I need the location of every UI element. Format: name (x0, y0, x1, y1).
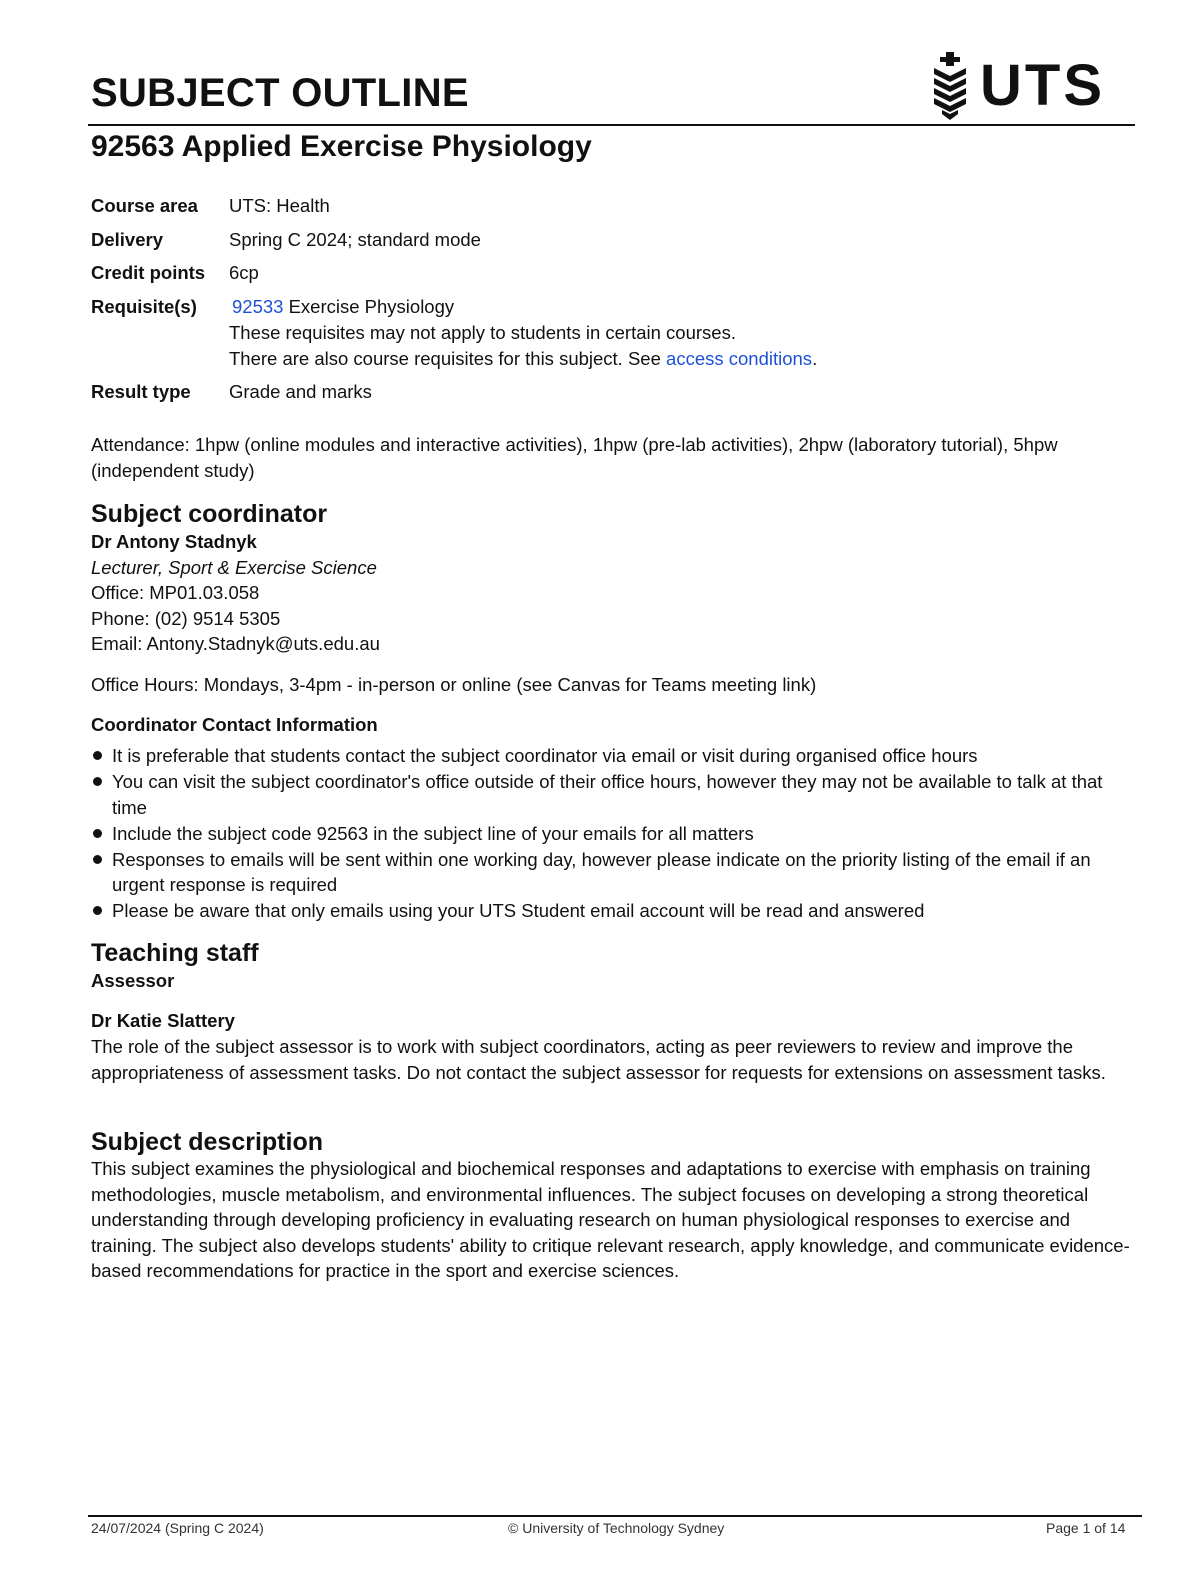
list-item (91, 743, 1131, 769)
coordinator-details (91, 529, 380, 657)
assessor-name: Dr Katie Slattery (91, 1010, 235, 1031)
delivery-row (91, 227, 1131, 253)
requisite-subject-name: Exercise Physiology (283, 295, 455, 317)
coordinator-office: Office: MP01.03.058 (91, 582, 260, 603)
bullet-icon (93, 751, 102, 760)
coordinator-name: Dr Antony Stadnyk (91, 531, 257, 552)
footer-divider (88, 1515, 1142, 1517)
requisites-label: Requisite(s) (91, 295, 197, 317)
delivery-label: Delivery (91, 228, 163, 250)
subject-details (91, 193, 1131, 413)
bullet-text: It is preferable that students contact the subject coordinator via email or visit during organised office hours (112, 745, 978, 766)
subject-description-text: This subject examines the physiological and biochemical responses and adaptations to exercise with emphasis on training methodologies, muscle metabolism, and environmental influences. The subject focuses on developing a strong theoretical understanding through developing proficiency in evaluating research on human physiological responses to exercise and training. The subject also develops students' ability to critique relevant research, apply knowledge, and communicate evidence-based recommendations for practice in the sport and exercise sciences. (91, 1158, 1130, 1281)
footer-date: 24/07/2024 (Spring C 2024) (91, 1520, 264, 1536)
subject-coordinator-heading: Subject coordinator (91, 500, 328, 528)
document-title: SUBJECT OUTLINE (91, 71, 469, 115)
result-type-label: Result type (91, 381, 191, 402)
credit-points-label: Credit points (91, 262, 206, 283)
requisites-row (91, 294, 1131, 372)
list-item (91, 898, 1131, 924)
list-item (91, 821, 1131, 847)
assessor-role: Assessor (91, 970, 175, 991)
contact-info-list (91, 743, 1131, 924)
list-item (91, 769, 1131, 820)
bullet-text: Please be aware that only emails using your UTS Student email account will be read and answered (112, 900, 925, 921)
attendance-text: Attendance: 1hpw (online modules and interactive activities), 1hpw (pre-lab activities), 2hpw (laboratory tutorial), 5hpw (independent study) (91, 434, 1058, 481)
credit-points-value: 6cp (229, 262, 259, 283)
assessor-description: The role of the subject assessor is to work with subject coordinators, acting as peer reviewers to review and improve the appropriateness of assessment tasks. Do not contact the subject assessor for requests for extensions on assessment tasks. (91, 1036, 1106, 1083)
footer-page-number: Page 1 of 14 (1046, 1520, 1126, 1536)
uts-logo-text: UTS (980, 53, 1105, 118)
bullet-text: Include the subject code 92563 in the subject line of your emails for all matters (112, 822, 754, 844)
list-item (91, 847, 1131, 898)
footer-copyright: © University of Technology Sydney (508, 1520, 725, 1536)
result-type-value: Grade and marks (229, 381, 372, 402)
bullet-icon (93, 906, 102, 915)
coordinator-email: Email: Antony.Stadnyk@uts.edu.au (91, 633, 380, 654)
result-type-row (91, 379, 1131, 405)
requisites-note: These requisites may not apply to students in certain courses. (229, 321, 736, 343)
coordinator-title: Lecturer, Sport & Exercise Science (91, 556, 377, 578)
bullet-icon (93, 829, 102, 838)
course-requisites-period: . (812, 347, 818, 369)
course-area-row (91, 193, 1131, 219)
bullet-icon (93, 855, 102, 864)
bullet-text: Responses to emails will be sent within one working day, however please indicate on the priority listing of the email if an urgent response is required (112, 848, 1091, 895)
access-conditions-link[interactable]: access conditions (666, 347, 813, 369)
credit-points-row (91, 260, 1131, 286)
uts-logo (928, 52, 1105, 122)
uts-crest-icon (928, 52, 972, 122)
course-area-label: Course area (91, 195, 198, 216)
requisites-value (229, 294, 1131, 372)
office-hours-text: Office Hours: Mondays, 3-4pm - in-person or online (see Canvas for Teams meeting link) (91, 674, 817, 695)
requisite-subject-link[interactable]: 92533 (232, 295, 284, 317)
bullet-text: You can visit the subject coordinator's office outside of their office hours, however they may not be available to talk at that time (112, 771, 1103, 818)
header-divider (88, 124, 1135, 126)
course-requisites-note (229, 346, 1131, 372)
subject-title: 92563 Applied Exercise Physiology (91, 130, 592, 163)
bullet-icon (93, 777, 102, 786)
contact-info-heading: Coordinator Contact Information (91, 714, 378, 735)
teaching-staff-heading: Teaching staff (91, 939, 259, 967)
course-requisites-text: There are also course requisites for this subject. See (229, 347, 667, 369)
delivery-value: Spring C 2024; standard mode (229, 228, 481, 250)
course-area-value: UTS: Health (229, 195, 330, 216)
subject-description-heading: Subject description (91, 1128, 323, 1156)
coordinator-phone: Phone: (02) 9514 5305 (91, 607, 281, 629)
